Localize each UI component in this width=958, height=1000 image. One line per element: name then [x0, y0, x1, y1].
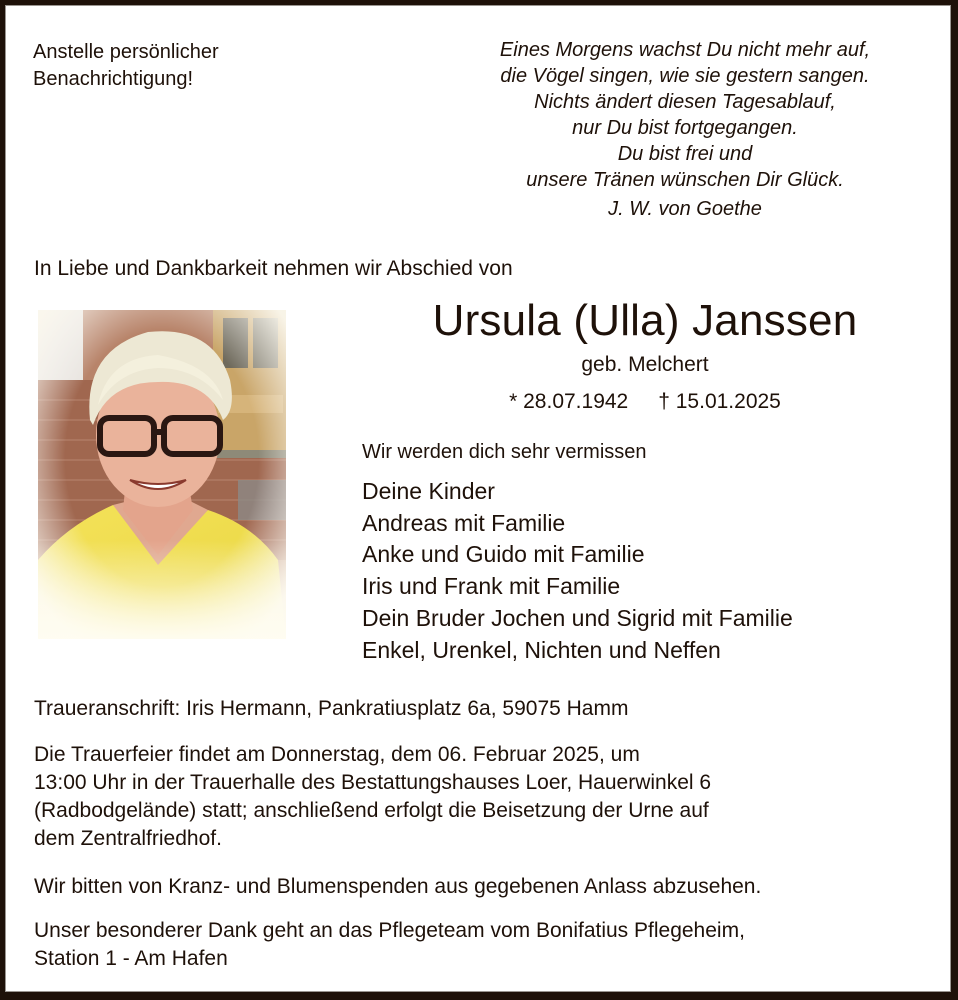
mourning-address: Traueranschrift: Iris Hermann, Pankratiusplatz 6a, 59075 Hamm: [34, 697, 629, 720]
thanks-line: Station 1 - Am Hafen: [34, 947, 228, 970]
poem-line: die Vögel singen, wie sie gestern sangen.: [500, 65, 870, 87]
mourner-line: Iris und Frank mit Familie: [362, 573, 621, 600]
notice-text: [33, 39, 219, 93]
notice-line: Anstelle persönlicher: [33, 41, 219, 63]
funeral-line: (Radbodgelände) statt; anschließend erfolgt die Beisetzung der Urne auf: [34, 799, 709, 822]
funeral-line: Die Trauerfeier findet am Donnerstag, dem 06. Februar 2025, um: [34, 743, 640, 766]
funeral-line: dem Zentralfriedhof.: [34, 827, 222, 850]
poem-line: unsere Tränen wünschen Dir Glück.: [526, 169, 844, 191]
death-date: † 15.01.2025: [658, 390, 781, 413]
funeral-line: 13:00 Uhr in der Trauerhalle des Bestattungshauses Loer, Hauerwinkel 6: [34, 771, 712, 794]
deceased-block: [385, 293, 905, 417]
portrait-photo: [38, 310, 286, 639]
mourner-line: Enkel, Urenkel, Nichten und Neffen: [362, 636, 721, 663]
deceased-name: Ursula (Ulla) Janssen: [432, 296, 858, 345]
birth-date: * 28.07.1942: [509, 390, 629, 413]
life-dates: [385, 387, 905, 417]
mourner-line: Deine Kinder: [362, 478, 495, 504]
notice-line: Benachrichtigung!: [33, 68, 194, 90]
mourner-line: Dein Bruder Jochen und Sigrid mit Familie: [362, 604, 793, 631]
mourners-heading: Wir werden dich sehr vermissen: [362, 441, 647, 463]
maiden-name: geb. Melchert: [581, 353, 709, 376]
mourner-line: Andreas mit Familie: [362, 509, 566, 536]
poem-line: Du bist frei und: [617, 143, 753, 165]
flowers-request: Wir bitten von Kranz- und Blumenspenden aus gegebenen Anlass abzusehen.: [34, 875, 762, 898]
poem-line: Eines Morgens wachst Du nicht mehr auf,: [499, 39, 871, 61]
poem-author: J. W. von Goethe: [608, 198, 762, 220]
mourner-line: Anke und Guido mit Familie: [362, 541, 645, 568]
poem-line: nur Du bist fortgegangen.: [572, 117, 798, 139]
poem-line: Nichts ändert diesen Tagesablauf,: [534, 91, 836, 113]
mourners-list: [362, 476, 793, 666]
obituary-card: [5, 5, 951, 992]
thanks-note: [34, 917, 745, 973]
thanks-line: Unser besonderer Dank geht an das Pflegeteam vom Bonifatius Pflegeheim,: [34, 919, 745, 942]
poem: [445, 37, 925, 222]
intro-text: In Liebe und Dankbarkeit nehmen wir Abschied von: [34, 257, 513, 280]
funeral-details: [34, 741, 711, 853]
